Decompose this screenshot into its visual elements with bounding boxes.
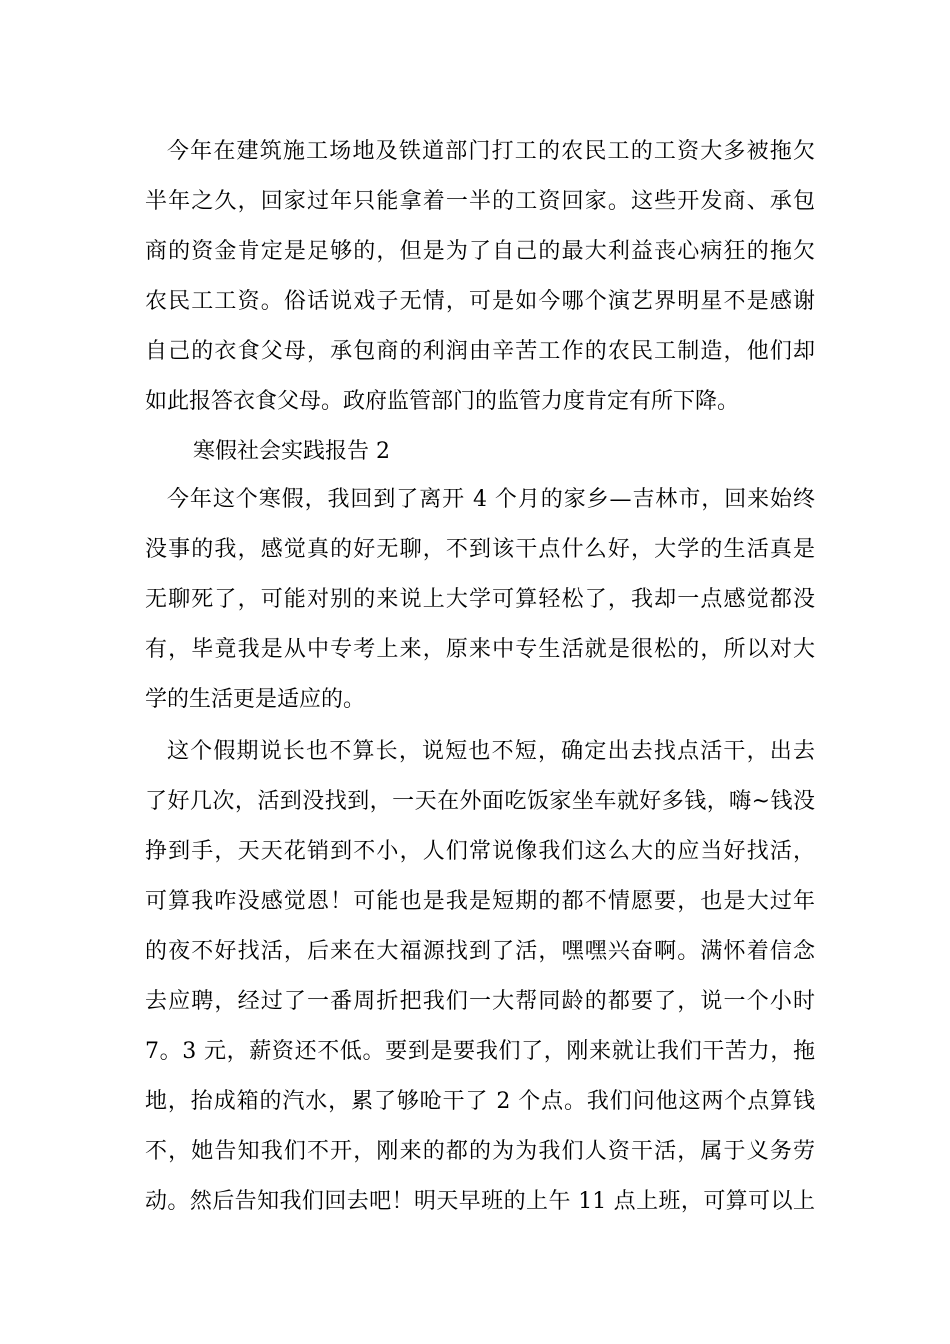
text-line: 没事的我，感觉真的好无聊，不到该干点什么好，大学的生活真是 xyxy=(145,537,815,562)
text-line: 今年这个寒假，我回到了离开 4 个月的家乡—吉林市，回来始终 xyxy=(167,487,815,512)
text-line: 的夜不好找活，后来在大福源找到了活，嘿嘿兴奋啊。满怀着信念 xyxy=(145,939,815,964)
text-line: 挣到手，天天花销到不小，人们常说像我们这么大的应当好找活， xyxy=(145,839,815,864)
text-line: 去应聘，经过了一番周折把我们一大帮同龄的都要了，说一个小时 xyxy=(145,989,815,1014)
text-line: 有，毕竟我是从中专考上来，原来中专生活就是很松的，所以对大 xyxy=(145,637,815,662)
text-line: 无聊死了，可能对别的来说上大学可算轻松了，我却一点感觉都没 xyxy=(145,587,815,612)
text-line: 了好几次，活到没找到，一天在外面吃饭家坐车就好多钱，嗨~钱没 xyxy=(145,789,815,814)
text-line: 学的生活更是适应的。 xyxy=(145,687,366,712)
text-line: 今年在建筑施工场地及铁道部门打工的农民工的工资大多被拖欠 xyxy=(167,139,815,164)
text-line: 7。3 元，薪资还不低。要到是要我们了，刚来就让我们干苦力，拖 xyxy=(145,1039,815,1064)
text-line: 动。然后告知我们回去吧！明天早班的上午 11 点上班，可算可以上 xyxy=(145,1189,815,1214)
text-line: 商的资金肯定是足够的，但是为了自己的最大利益丧心病狂的拖欠 xyxy=(145,239,815,264)
text-line: 半年之久，回家过年只能拿着一半的工资回家。这些开发商、承包 xyxy=(145,189,815,214)
text-line: 如此报答衣食父母。政府监管部门的监管力度肯定有所下降。 xyxy=(145,389,740,414)
text-line: 可算我咋没感觉恩！可能也是我是短期的都不情愿要，也是大过年 xyxy=(145,889,815,914)
text-line: 自己的衣食父母，承包商的利润由辛苦工作的农民工制造，他们却 xyxy=(145,339,815,364)
text-line: 不，她告知我们不开，刚来的都的为为我们人资干活，属于义务劳 xyxy=(145,1139,815,1164)
text-line: 地，抬成箱的汽水，累了够呛干了 2 个点。我们问他这两个点算钱 xyxy=(145,1089,815,1114)
text-line: 这个假期说长也不算长，说短也不短，确定出去找点活干，出去 xyxy=(167,739,815,764)
text-line: 农民工工资。俗话说戏子无情，可是如今哪个演艺界明星不是感谢 xyxy=(145,289,815,314)
section-heading: 寒假社会实践报告 2 xyxy=(193,439,390,464)
